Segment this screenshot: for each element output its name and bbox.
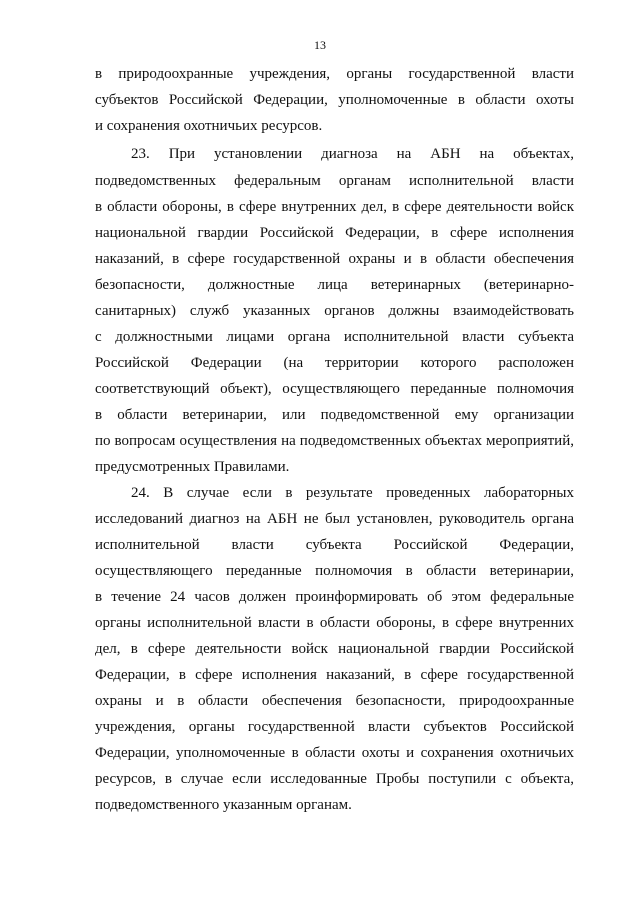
paragraph-line: 23. При установлении диагноза на АБН на объектах, — [131, 146, 574, 162]
paragraph-line: безопасности, должностные лица ветеринарных (ветеринарно- — [95, 277, 574, 293]
paragraph-line: национальной гвардии Российской Федерации, в сфере исполнения — [95, 225, 574, 241]
paragraph-line: дел, в сфере деятельности войск национальной гвардии Российской — [95, 641, 574, 657]
paragraph-line: подведомственного указанным органам. — [95, 797, 352, 813]
paragraph-line: в природоохранные учреждения, органы государственной власти — [95, 66, 574, 82]
paragraph-line: субъектов Российской Федерации, уполномоченные в области охоты — [95, 92, 574, 108]
paragraph-line: осуществляющего переданные полномочия в области ветеринарии, — [95, 563, 574, 579]
paragraph-line: охраны и в области обеспечения безопасности, природоохранные — [95, 693, 574, 709]
paragraph-line: наказаний, в сфере государственной охраны и в области обеспечения — [95, 251, 574, 267]
paragraph-line: 24. В случае если в результате проведенных лабораторных — [131, 485, 574, 501]
paragraph-line: органы исполнительной власти в области обороны, в сфере внутренних — [95, 615, 574, 631]
paragraph-line: предусмотренных Правилами. — [95, 459, 290, 475]
paragraph-line: Федерации, в сфере исполнения наказаний, в сфере государственной — [95, 667, 574, 683]
paragraph-line: с должностными лицами органа исполнительной власти субъекта — [95, 329, 574, 345]
paragraph-line: учреждения, органы государственной власти субъектов Российской — [95, 719, 574, 735]
paragraph-line: соответствующий объект), осуществляющего переданные полномочия — [95, 381, 574, 397]
paragraph-line: исследований диагноз на АБН не был установлен, руководитель органа — [95, 511, 574, 527]
paragraph-line: в течение 24 часов должен проинформировать об этом федеральные — [95, 589, 574, 605]
paragraph-line: санитарных) служб указанных органов должны взаимодействовать — [95, 303, 574, 319]
paragraph-line: по вопросам осуществления на подведомственных объектах мероприятий, — [95, 433, 574, 449]
paragraph-line: ресурсов, в случае если исследованные Пробы поступили с объекта, — [95, 771, 574, 787]
paragraph-line: подведомственных федеральным органам исполнительной власти — [95, 173, 574, 189]
paragraph-line: в области ветеринарии, или подведомственной ему организации — [95, 407, 574, 423]
paragraph-line: в области обороны, в сфере внутренних дел, в сфере деятельности войск — [95, 199, 574, 215]
paragraph-line: Федерации, уполномоченные в области охоты и сохранения охотничьих — [95, 745, 574, 761]
paragraph-line: Российской Федерации (на территории которого расположен — [95, 355, 574, 371]
page-number: 13 — [314, 38, 326, 52]
paragraph-line: исполнительной власти субъекта Российской Федерации, — [95, 537, 574, 553]
paragraph-line: и сохранения охотничьих ресурсов. — [95, 118, 323, 134]
